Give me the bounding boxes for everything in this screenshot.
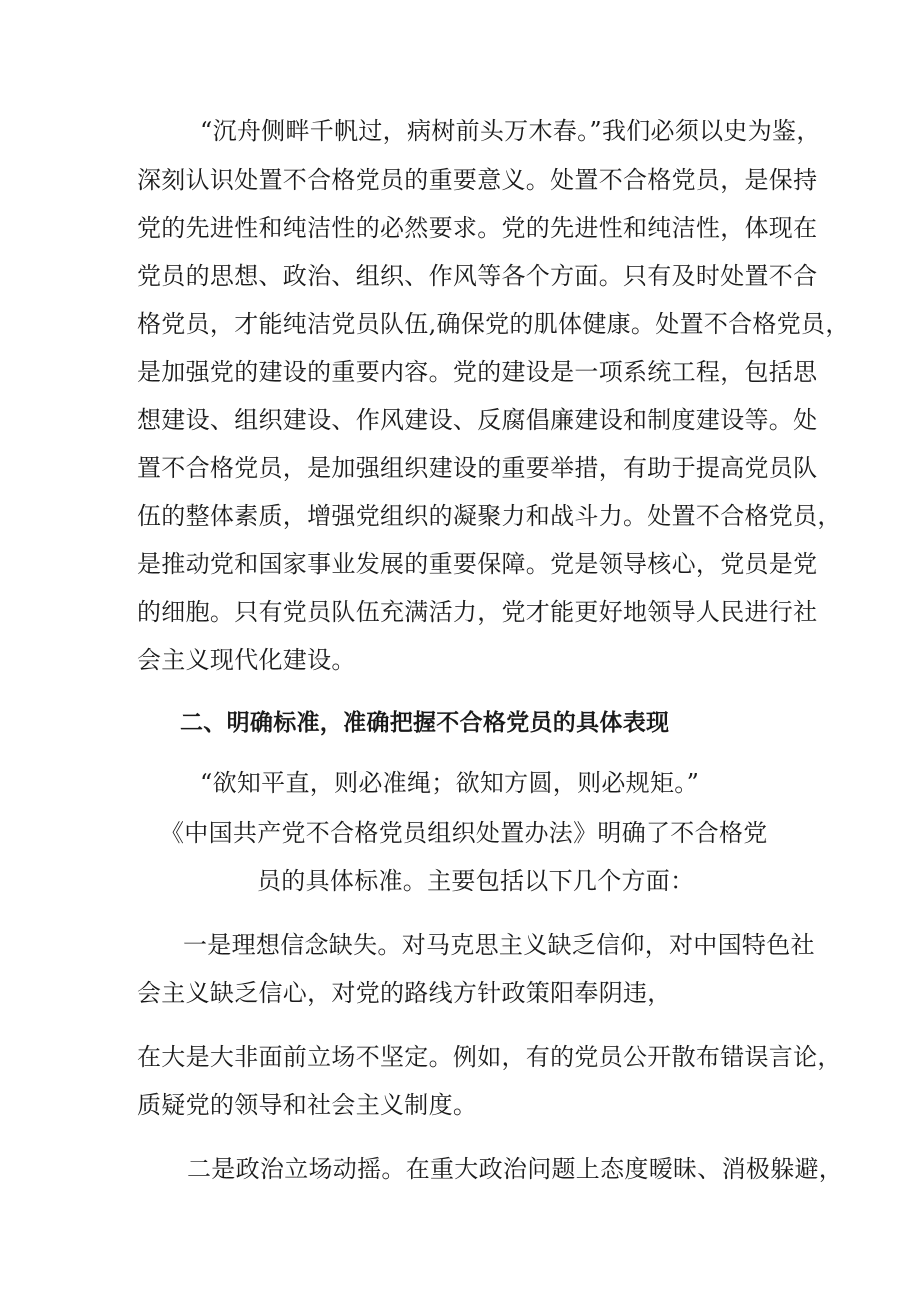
item-line: 一是理想信念缺失。对马克思主义缺乏信仰，对中国特色社: [183, 931, 815, 959]
item-line: 质疑党的领导和社会主义制度。: [137, 1091, 478, 1119]
item-line: 二是政治立场动摇。在重大政治问题上态度暧昧、消极躲避，: [187, 1155, 844, 1183]
item-line: 在大是大非面前立场不坚定。例如，有的党员公开散布错误言论，: [137, 1043, 842, 1071]
item-line: 会主义缺乏信心，对党的路线方针政策阳奉阴违，: [137, 979, 672, 1007]
quote-line: “欲知平直，则必准绳；欲知方圆，则必规矩。”: [200, 769, 700, 797]
standard-line: 《中国共产党不合格党员组织处置办法》明确了不合格党: [160, 819, 768, 847]
paragraph-line: 是加强党的建设的重要内容。党的建设是一项系统工程，包括思: [137, 358, 818, 386]
standard-line: 员的具体标准。主要包括以下几个方面：: [257, 867, 695, 895]
paragraph-line: 想建设、组织建设、作风建设、反腐倡廉建设和制度建设等。处: [137, 406, 818, 434]
paragraph-line: 格党员，才能纯洁党员队伍,确保党的肌体健康。处置不合格党员，: [137, 310, 850, 338]
paragraph-line: “沉舟侧畔千帆过，病树前头万木春。”我们必须以史为鉴，: [200, 117, 821, 145]
paragraph-line: 会主义现代化建设。: [137, 646, 356, 674]
paragraph-line: 深刻认识处置不合格党员的重要意义。处置不合格党员，是保持: [137, 166, 818, 194]
paragraph-line: 的细胞。只有党员队伍充满活力，党才能更好地领导人民进行社: [137, 598, 818, 626]
paragraph-line: 是推动党和国家事业发展的重要保障。党是领导核心，党员是党: [137, 550, 818, 578]
paragraph-line: 党的先进性和纯洁性的必然要求。党的先进性和纯洁性，体现在: [137, 214, 818, 242]
paragraph-line: 党员的思想、政治、组织、作风等各个方面。只有及时处置不合: [137, 262, 818, 290]
paragraph-line: 置不合格党员，是加强组织建设的重要举措，有助于提高党员队: [137, 454, 818, 482]
paragraph-line: 伍的整体素质，增强党组织的凝聚力和战斗力。处置不合格党员，: [137, 502, 842, 530]
section-heading: 二、明确标准，准确把握不合格党员的具体表现: [180, 710, 670, 736]
